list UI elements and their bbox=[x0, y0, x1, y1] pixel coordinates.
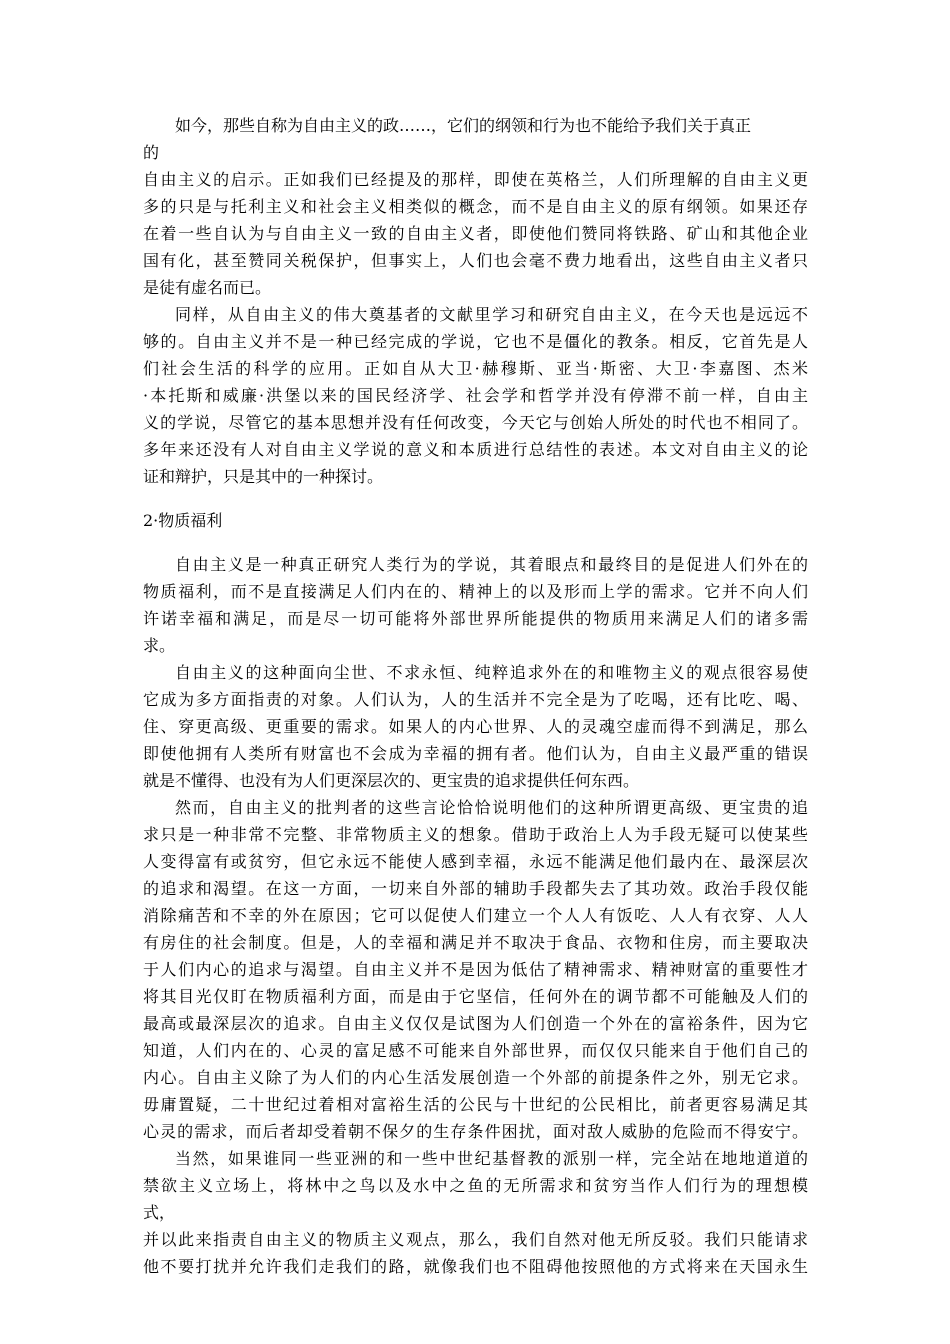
text-line: 自由主义是一种真正研究人类行为的学说，其着眼点和最终目的是促进人们外在的 bbox=[175, 555, 808, 574]
text-line: 的 bbox=[143, 143, 160, 162]
text-line: 将其目光仅盯在物质福利方面，而是由于它坚信，任何外在的调节都不可能触及人们的 bbox=[143, 987, 808, 1006]
paragraph-criticism bbox=[143, 659, 808, 794]
text-line: 然而，自由主义的批判者的这些言论恰恰说明他们的这种所谓更高级、更宝贵的追 bbox=[175, 798, 808, 817]
text-line: 他不要打扰并允许我们走我们的路，就像我们也不阻碍他按照他的方式将来在天国永生 bbox=[143, 1257, 808, 1276]
section-heading: 2·物质福利 bbox=[143, 511, 223, 530]
text-line: 毋庸置疑，二十世纪过着相对富裕生活的公民与十世纪的公民相比，前者更容易满足其 bbox=[143, 1095, 808, 1114]
paragraph-founders-literature bbox=[143, 301, 808, 490]
text-line: 求。 bbox=[143, 636, 176, 655]
text-line: 有房住的社会制度。但是，人的幸福和满足并不取决于食品、衣物和住房，而主要取决 bbox=[143, 933, 808, 952]
text-line: 许诺幸福和满足，而是尽一切可能将外部世界所能提供的物质用来满足人们的诸多需 bbox=[143, 609, 808, 628]
document-page bbox=[143, 112, 808, 1280]
text-line: 证和辩护，只是其中的一种探讨。 bbox=[143, 467, 384, 486]
text-line: 多年来还没有人对自由主义学说的意义和本质进行总结性的表述。本文对自由主义的论 bbox=[143, 440, 808, 459]
text-line: 内心。自由主义除了为人们的内心生活发展创造一个外部的前提条件之外，别无它求。 bbox=[143, 1068, 808, 1087]
paragraph-material-welfare bbox=[143, 551, 808, 659]
text-line: 人变得富有或贫穷，但它永远不能使人感到幸福，永远不能满足他们最内在、最深层次 bbox=[143, 852, 808, 871]
text-line: 即使他拥有人类所有财富也不会成为幸福的拥有者。他们认为，自由主义最严重的错误 bbox=[143, 744, 808, 763]
text-line: 式， bbox=[143, 1203, 176, 1222]
text-line: 住、穿更高级、更重要的需求。如果人的内心世界、人的灵魂空虚而得不到满足，那么 bbox=[143, 717, 808, 736]
paragraph-rebuttal bbox=[143, 794, 808, 1145]
text-line: 消除痛苦和不幸的外在原因；它可以促使人们建立一个人人有饭吃、人人有衣穿、人人 bbox=[143, 906, 808, 925]
paragraph-liberal-parties bbox=[143, 112, 808, 301]
text-line: 求只是一种非常不完整、非常物质主义的想象。借助于政治上人为手段无疑可以使某些 bbox=[143, 825, 808, 844]
text-line: 就是不懂得、也没有为人们更深层次的、更宝贵的追求提供任何东西。 bbox=[143, 771, 640, 790]
text-line: 是徒有虚名而已。 bbox=[143, 278, 272, 297]
text-line: 知道，人们内在的、心灵的富足感不可能来自外部世界，而仅仅只能来自于他们自己的 bbox=[143, 1041, 808, 1060]
text-line: 于人们内心的追求与渴望。自由主义并不是因为低估了精神需求、精神财富的重要性才 bbox=[143, 960, 808, 979]
text-line: 够的。自由主义并不是一种已经完成的学说，它也不是僵化的教条。相反，它首先是人 bbox=[143, 332, 808, 351]
text-line: 国有化，甚至赞同关税保护，但事实上，人们也会毫不费力地看出，这些自由主义者只 bbox=[143, 251, 808, 270]
text-line: 同样，从自由主义的伟大奠基者的文献里学习和研究自由主义，在今天也是远远不 bbox=[175, 305, 808, 324]
text-line: 禁欲主义立场上，将林中之鸟以及水中之鱼的无所需求和贫穷当作人们行为的理想模 bbox=[143, 1176, 808, 1195]
paragraph-asceticism bbox=[143, 1145, 808, 1280]
text-line: 并以此来指责自由主义的物质主义观点，那么，我们自然对他无所反驳。我们只能请求 bbox=[143, 1230, 808, 1249]
text-line: 它成为多方面指责的对象。人们认为，人的生活并不完全是为了吃喝，还有比吃、喝、 bbox=[143, 690, 808, 709]
text-line: 心灵的需求，而后者却受着朝不保夕的生存条件困扰，面对敌人威胁的危险而不得安宁。 bbox=[143, 1122, 808, 1141]
text-line: 物质福利，而不是直接满足人们内在的、精神上的以及形而上学的需求。它并不向人们 bbox=[143, 582, 808, 601]
text-line: 义的学说，尽管它的基本思想并没有任何改变，今天它与创始人所处的时代也不相同了。 bbox=[143, 413, 808, 432]
text-line: 最高或最深层次的追求。自由主义仅仅是试图为人们创造一个外在的富裕条件，因为它 bbox=[143, 1014, 808, 1033]
text-line: 如今，那些自称为自由主义的政……，它们的纲领和行为也不能给予我们关于真正 bbox=[175, 116, 752, 135]
text-line: ·本托斯和威廉·洪堡以来的国民经济学、社会学和哲学并没有停滞不前一样，自由主 bbox=[143, 386, 808, 405]
text-line: 们社会生活的科学的应用。正如自从大卫·赫穆斯、亚当·斯密、大卫·李嘉图、杰米 bbox=[143, 359, 808, 378]
text-line: 在着一些自认为与自由主义一致的自由主义者，即使他们赞同将铁路、矿山和其他企业 bbox=[143, 224, 808, 243]
text-line: 当然，如果谁同一些亚洲的和一些中世纪基督教的派别一样，完全站在地地道道的 bbox=[175, 1149, 808, 1168]
text-line: 多的只是与托利主义和社会主义相类似的概念，而不是自由主义的原有纲领。如果还存 bbox=[143, 197, 808, 216]
text-line: 自由主义的启示。正如我们已经提及的那样，即使在英格兰，人们所理解的自由主义更 bbox=[143, 170, 808, 189]
text-line: 的追求和渴望。在这一方面，一切来自外部的辅助手段都失去了其功效。政治手段仅能 bbox=[143, 879, 808, 898]
text-line: 自由主义的这种面向尘世、不求永恒、纯粹追求外在的和唯物主义的观点很容易使 bbox=[175, 663, 808, 682]
